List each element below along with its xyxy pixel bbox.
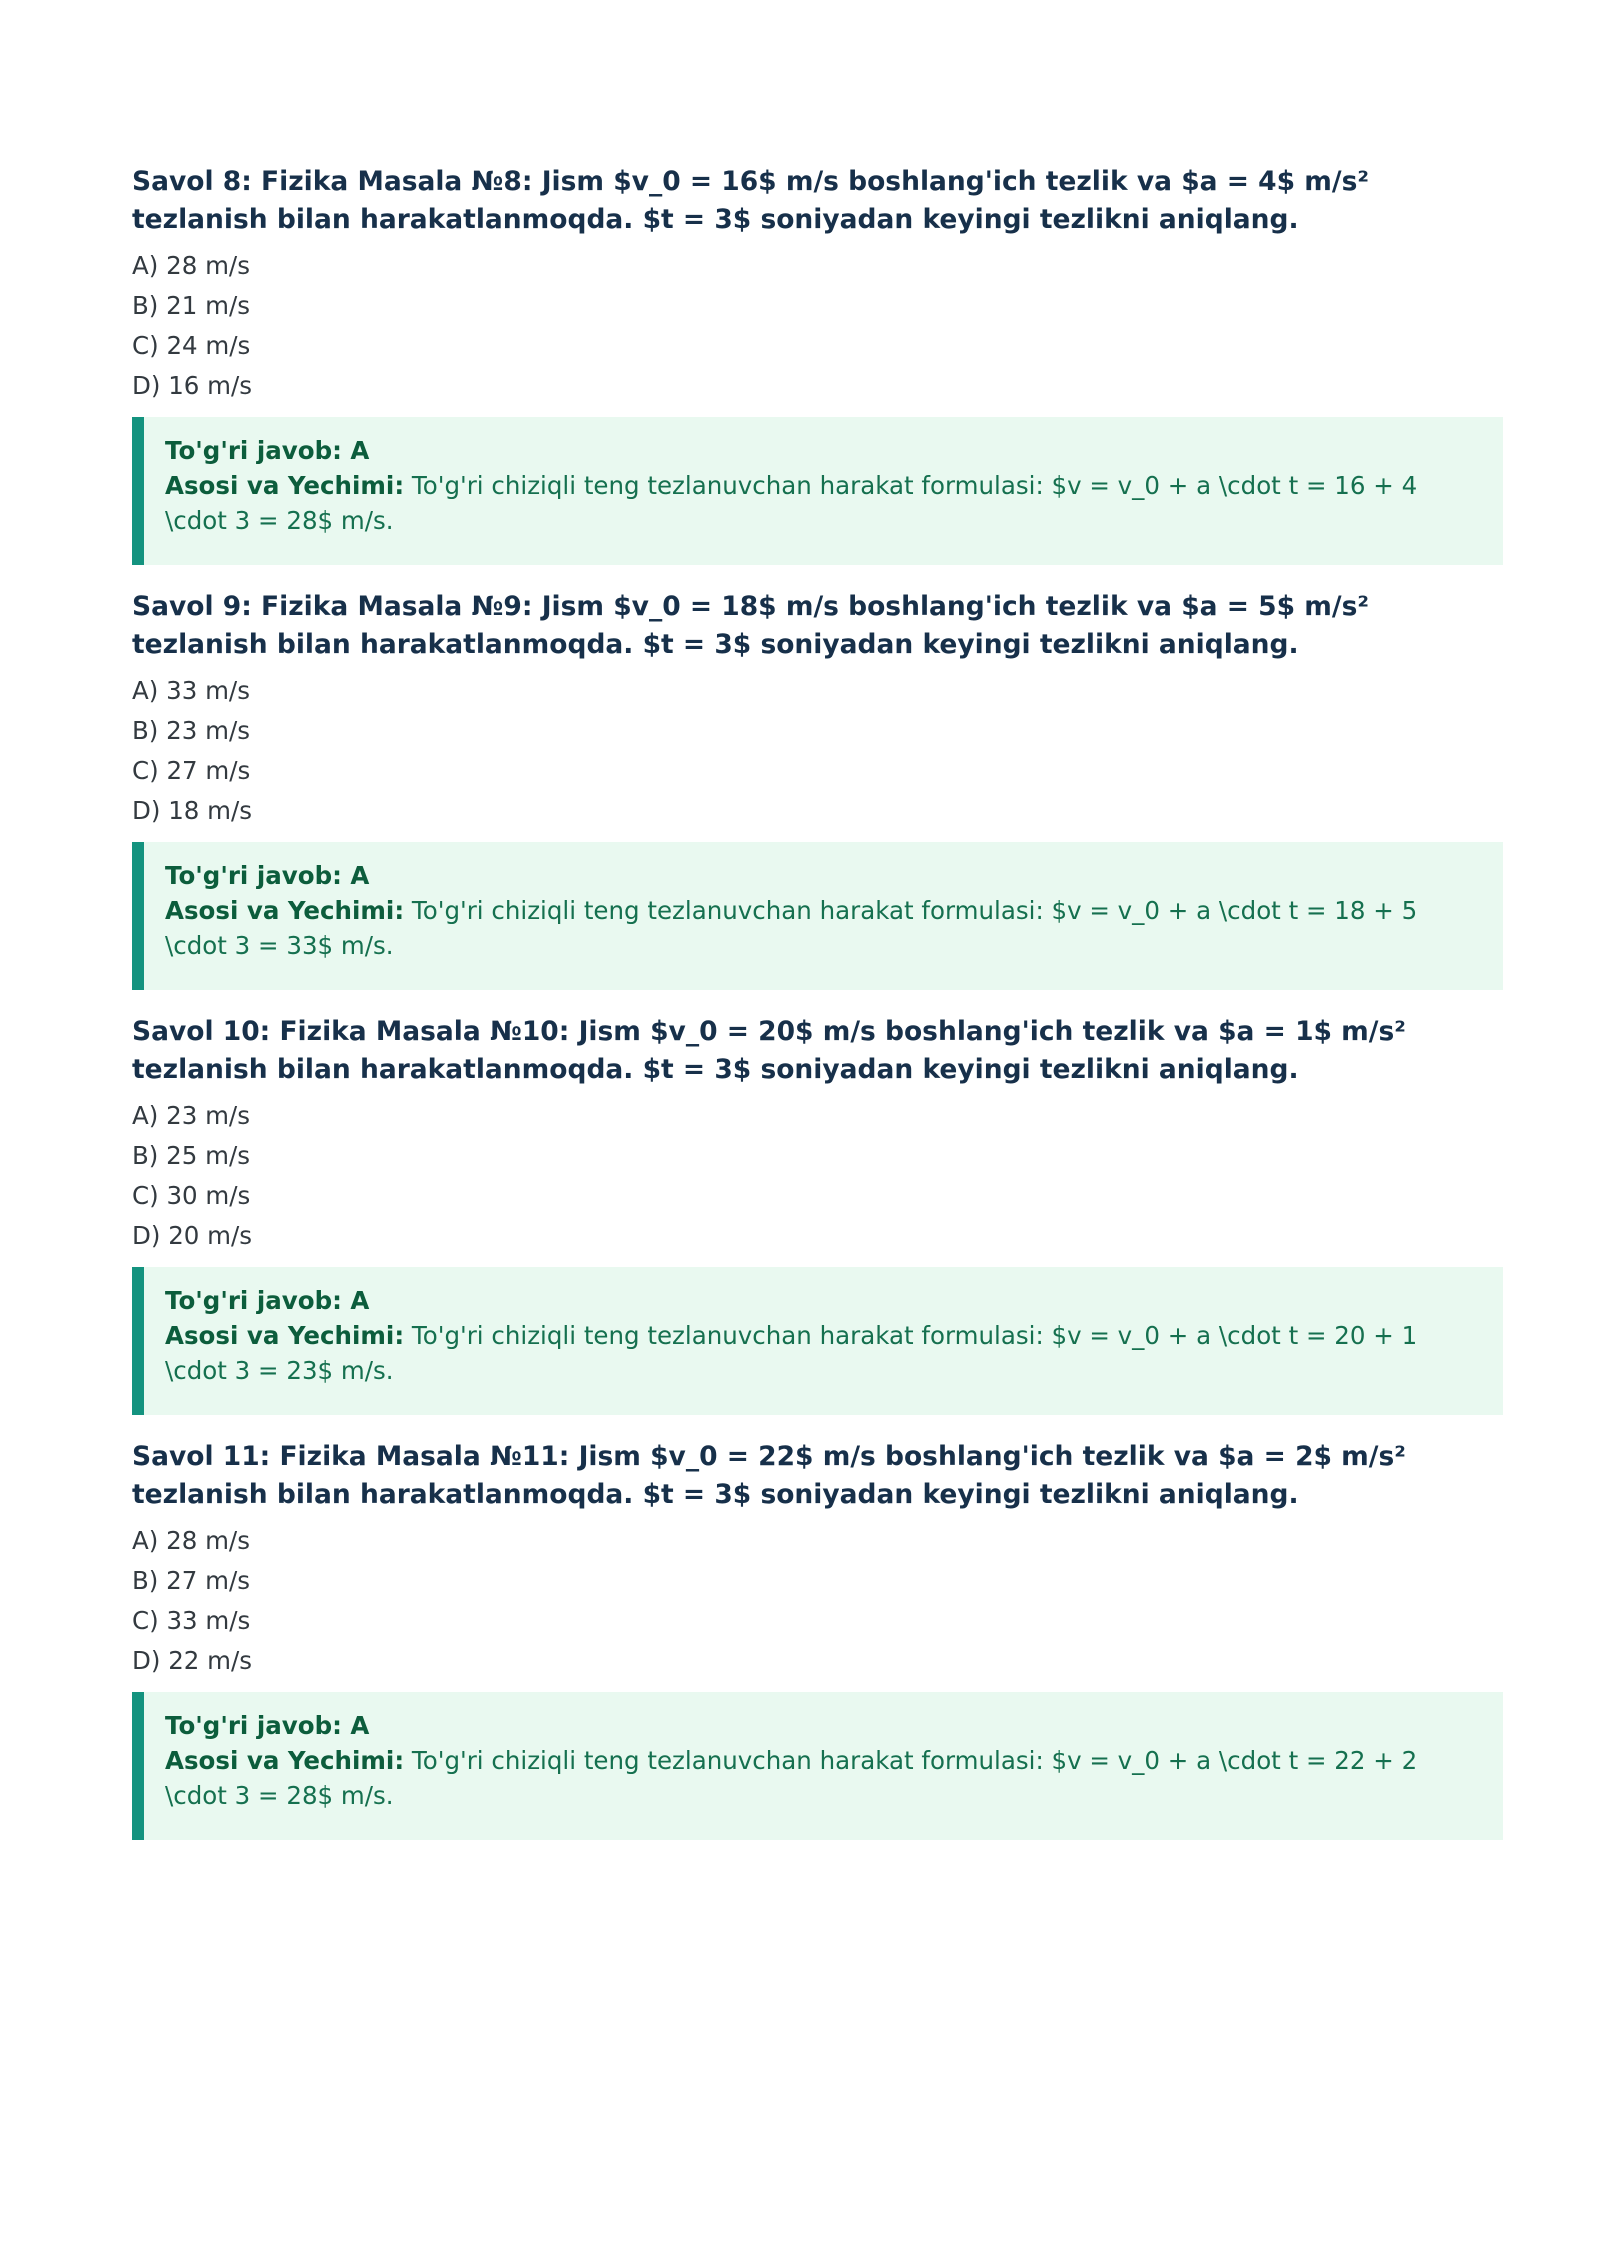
answer-box [132, 842, 1503, 990]
answer-box [132, 1692, 1503, 1840]
explanation-label: Asosi va Yechimi: [165, 1321, 405, 1350]
option-a: A) 23 m/s [132, 1101, 250, 1130]
explanation-text: To'g'ri chiziqli teng tezlanuvchan harakat formulasi: $v = v_0 + a \cdot t = 18 + 5 \cdot 3 = 33$ m/s. [165, 896, 1418, 960]
explanation [165, 1743, 1483, 1813]
option-b: B) 23 m/s [132, 716, 251, 745]
explanation-label: Asosi va Yechimi: [165, 1746, 405, 1775]
question-title: Savol 8: Fizika Masala №8: Jism $v_0 = 16$ m/s boshlang'ich tezlik va $a = 4$ m/s² tezlanish bilan harakatlanmoqda. $t = 3$ soniyadan keyingi tezlikni aniqlang. [132, 166, 1369, 235]
answer-box [132, 1267, 1503, 1415]
option-c: C) 30 m/s [132, 1181, 251, 1210]
question-10 [132, 1013, 1503, 1415]
options-list [132, 1521, 1503, 1681]
correct-answer-label: To'g'ri javob: A [165, 1711, 370, 1740]
explanation-label: Asosi va Yechimi: [165, 896, 405, 925]
question-title: Savol 10: Fizika Masala №10: Jism $v_0 = 20$ m/s boshlang'ich tezlik va $a = 1$ m/s² tezlanish bilan harakatlanmoqda. $t = 3$ soniyadan keyingi tezlikni aniqlang. [132, 1016, 1406, 1085]
option-b: B) 27 m/s [132, 1566, 251, 1595]
option-a: A) 33 m/s [132, 676, 250, 705]
explanation [165, 893, 1483, 963]
option-c: C) 24 m/s [132, 331, 251, 360]
question-9 [132, 588, 1503, 990]
option-d: D) 20 m/s [132, 1221, 253, 1250]
option-c: C) 33 m/s [132, 1606, 251, 1635]
explanation [165, 468, 1483, 538]
option-b: B) 25 m/s [132, 1141, 251, 1170]
option-d: D) 16 m/s [132, 371, 253, 400]
correct-answer [165, 1708, 1483, 1743]
option-a: A) 28 m/s [132, 251, 250, 280]
option-d: D) 22 m/s [132, 1646, 253, 1675]
options-list [132, 1096, 1503, 1256]
question-title: Savol 9: Fizika Masala №9: Jism $v_0 = 18$ m/s boshlang'ich tezlik va $a = 5$ m/s² tezlanish bilan harakatlanmoqda. $t = 3$ soniyadan keyingi tezlikni aniqlang. [132, 591, 1369, 660]
option-c: C) 27 m/s [132, 756, 251, 785]
options-list [132, 671, 1503, 831]
question-title: Savol 11: Fizika Masala №11: Jism $v_0 = 22$ m/s boshlang'ich tezlik va $a = 2$ m/s² tezlanish bilan harakatlanmoqda. $t = 3$ soniyadan keyingi tezlikni aniqlang. [132, 1441, 1406, 1510]
correct-answer-label: To'g'ri javob: A [165, 1286, 370, 1315]
option-d: D) 18 m/s [132, 796, 253, 825]
explanation [165, 1318, 1483, 1388]
option-b: B) 21 m/s [132, 291, 251, 320]
explanation-text: To'g'ri chiziqli teng tezlanuvchan harakat formulasi: $v = v_0 + a \cdot t = 20 + 1 \cdot 3 = 23$ m/s. [165, 1321, 1418, 1385]
answer-box [132, 417, 1503, 565]
explanation-text: To'g'ri chiziqli teng tezlanuvchan harakat formulasi: $v = v_0 + a \cdot t = 16 + 4 \cdot 3 = 28$ m/s. [165, 471, 1418, 535]
option-a: A) 28 m/s [132, 1526, 250, 1555]
question-8 [132, 163, 1503, 565]
explanation-label: Asosi va Yechimi: [165, 471, 405, 500]
correct-answer-label: To'g'ri javob: A [165, 861, 370, 890]
options-list [132, 246, 1503, 406]
correct-answer [165, 433, 1483, 468]
correct-answer [165, 1283, 1483, 1318]
correct-answer-label: To'g'ri javob: A [165, 436, 370, 465]
question-11 [132, 1438, 1503, 1840]
correct-answer [165, 858, 1483, 893]
explanation-text: To'g'ri chiziqli teng tezlanuvchan harakat formulasi: $v = v_0 + a \cdot t = 22 + 2 \cdot 3 = 28$ m/s. [165, 1746, 1418, 1810]
